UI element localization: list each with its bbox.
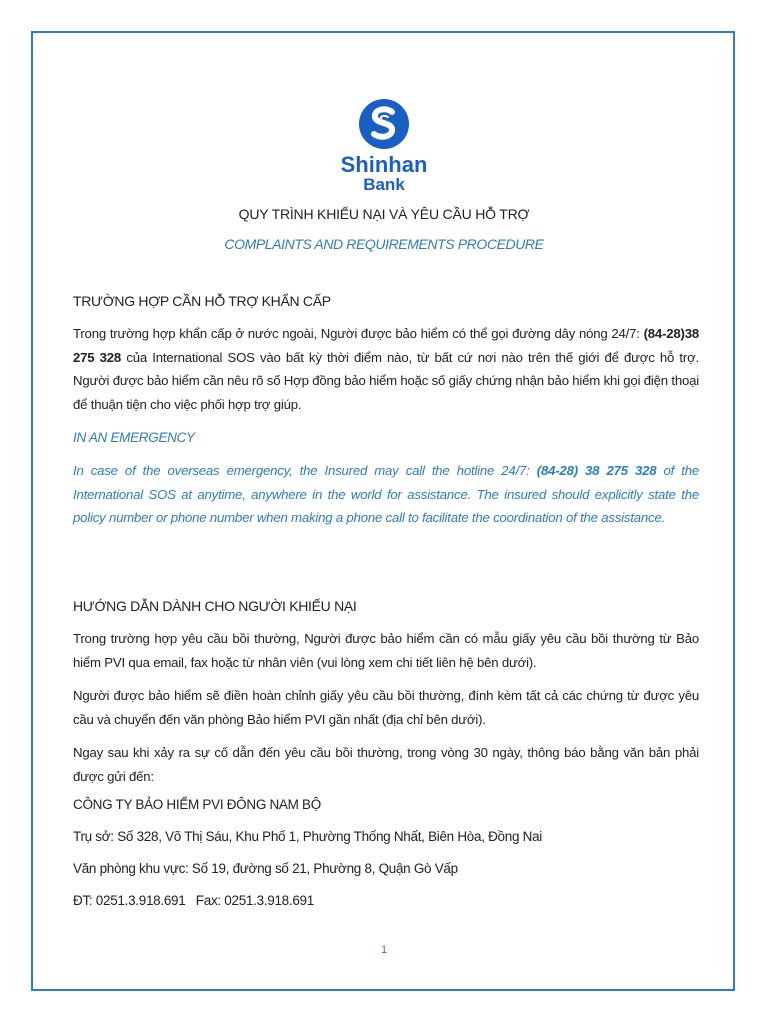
brand-sub: Bank [363, 175, 405, 194]
page-title-en: COMPLAINTS AND REQUIREMENTS PROCEDURE [224, 236, 544, 252]
hotline-number-en: (84-28) 38 275 328 [536, 463, 657, 478]
head-office-address: Trụ sở: Số 328, Võ Thị Sáu, Khu Phố 1, Phường Thống Nhất, Biên Hòa, Đồng Nai [73, 829, 542, 844]
complaint-paragraph-1: Trong trường hợp yêu cầu bồi thường, Người được bảo hiểm cần có mẫu giấy yêu cầu bồi thường từ Bảo hiểm PVI qua email, fax hoặc từ nhân viên (vui lòng xem chi tiết liên hệ bên dưới). [73, 631, 699, 670]
company-name: CÔNG TY BẢO HIỂM PVI ĐÔNG NAM BỘ [73, 797, 321, 812]
phone-fax: ĐT: 0251.3.918.691 Fax: 0251.3.918.691 [73, 893, 314, 908]
hotline-number-vn: (84-28)38 275 328 [73, 326, 699, 365]
shinhan-logo [338, 98, 430, 193]
shinhan-s-emblem-icon [358, 98, 410, 150]
complaint-heading-vn: HƯỚNG DẪN DÀNH CHO NGƯỜI KHIẾU NẠI [73, 598, 357, 614]
emergency-text-vn-1: Trong trường hợp khẩn cấp ở nước ngoài, Người được bảo hiểm có thể gọi đường dây nóng 24/7: [73, 326, 644, 341]
regional-office-address: Văn phòng khu vực: Số 19, đường số 21, Phường 8, Quận Gò Vấp [73, 861, 458, 876]
emergency-paragraph-en [73, 459, 699, 530]
page-number: 1 [380, 944, 388, 956]
brand-name: Shinhan [340, 152, 428, 177]
emergency-text-vn-2: của International SOS vào bất kỳ thời điểm nào, từ bất cứ nơi nào trên thế giới để được hỗ trợ. Người được bảo hiểm cần nêu rõ số Hợp đồng bảo hiểm hoặc số giấy chứng nhận bảo hiểm khi gọi điện thoại để thuận tiện cho việc phối hợp trợ giúp. [73, 349, 699, 412]
complaint-paragraph-2: Người được bảo hiểm sẽ điền hoàn chỉnh giấy yêu cầu bồi thường, đính kèm tất cả các chứng từ được yêu cầu và chuyển đến văn phòng Bảo hiểm PVI gần nhất (địa chỉ bên dưới). [73, 688, 699, 727]
complaint-paragraph-3: Ngay sau khi xảy ra sự cố dẫn đến yêu cầu bồi thường, trong vòng 30 ngày, thông báo bằng văn bản phải được gửi đến: [73, 745, 699, 784]
emergency-paragraph-vn [73, 322, 699, 416]
emergency-text-en-1: In case of the overseas emergency, the Insured may call the hotline 24/7: [73, 463, 537, 478]
emergency-text-en-2: of the International SOS at anytime, anywhere in the world for assistance. The insured should explicitly state the policy number or phone number when making a phone call to facilitate the coordination of the assistance. [73, 463, 699, 525]
page-title-vn: QUY TRÌNH KHIẾU NẠI VÀ YÊU CẦU HỖ TRỢ [238, 206, 530, 222]
emergency-heading-en: IN AN EMERGENCY [73, 430, 195, 445]
emergency-heading-vn: TRƯỜNG HỢP CẦN HỖ TRỢ KHẨN CẤP [73, 293, 331, 309]
